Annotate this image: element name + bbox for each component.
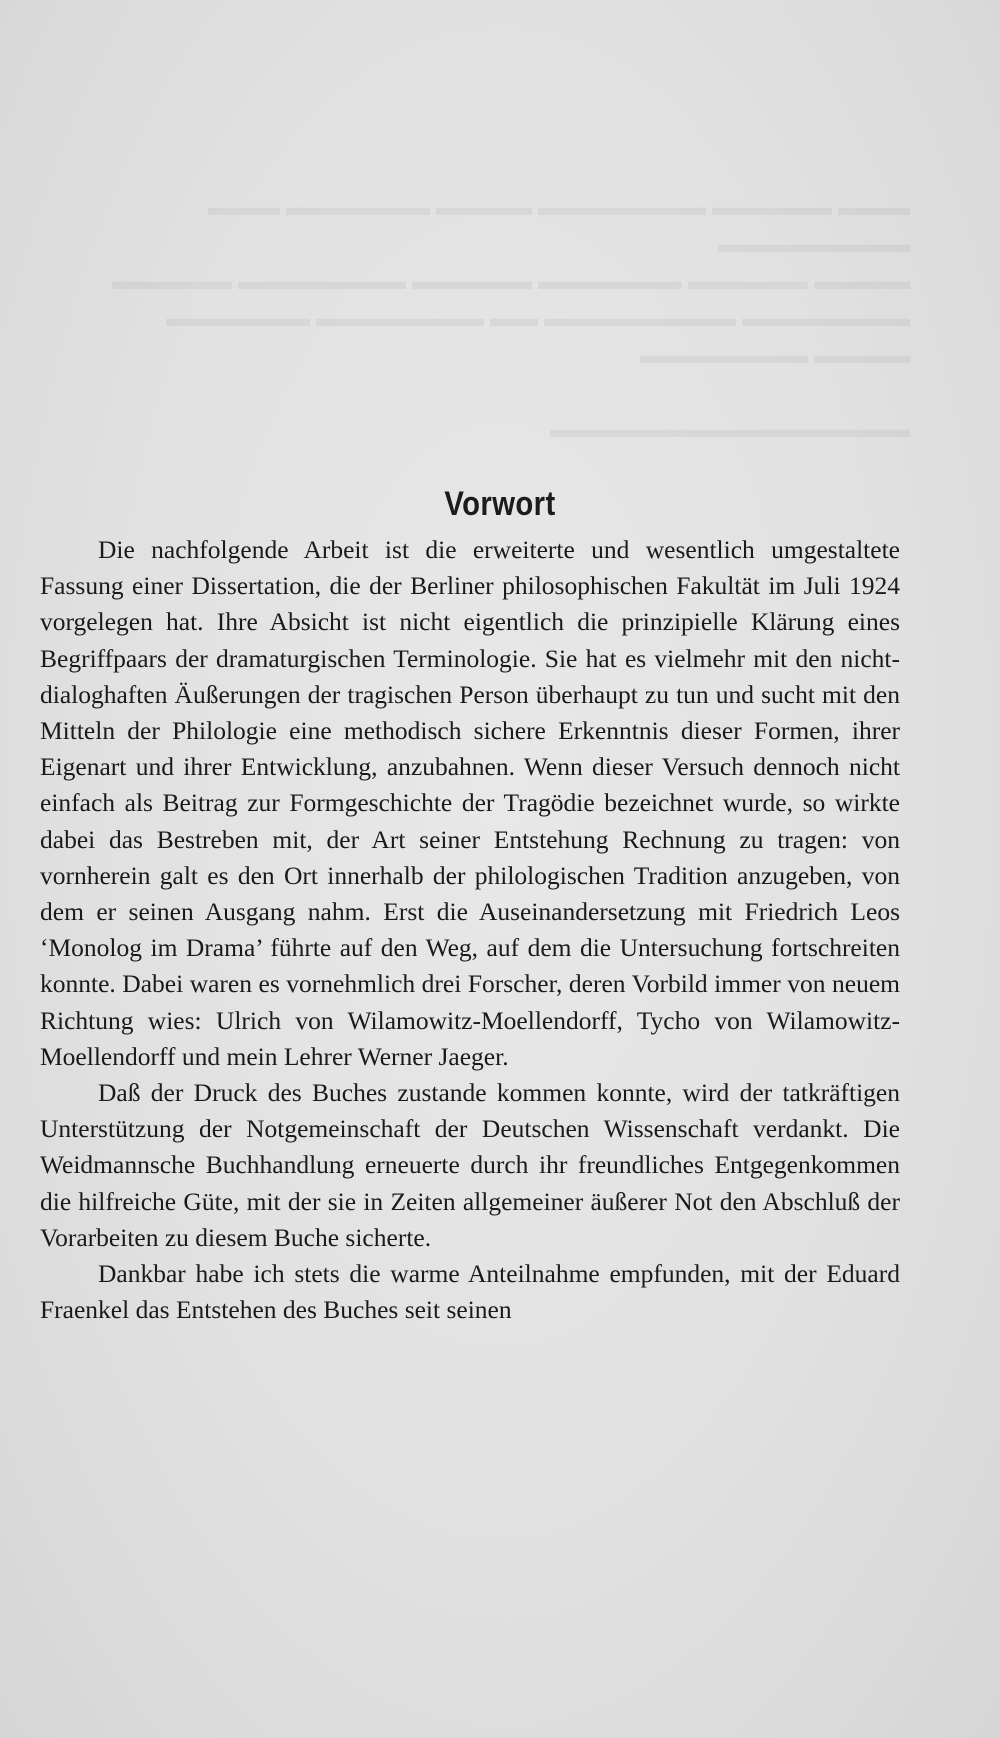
paragraph-3: Dankbar habe ich stets die warme Anteilnahme empfunden, mit der Eduard Fraenkel das Entstehen des Buches seit seinen [40, 1259, 900, 1325]
body-text [40, 532, 900, 1328]
page-title: Vorwort [444, 484, 556, 523]
paragraph-2: Daß der Druck des Buches zustande kommen konnte, wird der tatkräftigen Unterstützung der Notgemeinschaft der Deutschen Wissenschaft verdankt. Die Weidmannsche Buchhandlung erneuerte durch ihr freundliches Entgegenkommen die hilfreiche Güte, mit der sie in Zeiten allgemeiner äußerer Not den Abschluß der Vorarbeiten zu diesem Buche sicherte. [40, 1078, 900, 1252]
paragraph-1: Die nachfolgende Arbeit ist die erweiterte und wesentlich umgestaltete Fassung einer Dissertation, die der Berliner philosophischen Fakultät im Juli 1924 vorgelegen hat. Ihre Absicht ist nicht eigentlich die prinzipielle Klärung eines Begriffpaars der dramaturgischen Terminologie. Sie hat es vielmehr mit den nicht-dialoghaften Äußerungen der tragischen Person überhaupt zu tun und sucht mit den Mitteln der Philologie eine methodisch sichere Erkenntnis dieser Formen, ihrer Eigenart und ihrer Entwicklung, anzubahnen. Wenn dieser Versuch dennoch nicht einfach als Beitrag zur Formgeschichte der Tragödie bezeichnet wurde, so wirkte dabei das Bestreben mit, der Art seiner Entstehung Rechnung zu tragen: von vornherein galt es den Ort innerhalb der philologischen Tradition anzugeben, von dem er seinen Ausgang nahm. Erst die Auseinandersetzung mit Friedrich Leos ‘Monolog im Drama’ führte auf den Weg, auf dem die Untersuchung fortschreiten konnte. Dabei waren es vornehmlich drei Forscher, deren Vorbild immer von neuem Richtung wies: Ulrich von Wilamowitz-Moellendorff, Tycho von Wilamowitz-Moellendorff und mein Lehrer Werner Jaeger. [40, 535, 900, 1071]
show-through-text: ▬▬▬ ▬▬▬▬▬ ▬▬▬▬▬▬▬ ▬▬▬▬ ▬▬▬▬▬▬ ▬▬▬ ▬▬▬▬▬▬▬▬ ▬▬▬▬ ▬▬▬▬▬ ▬▬▬▬▬▬ ▬▬▬▬▬ ▬▬▬▬▬▬▬ ▬▬▬▬▬ ▬▬▬▬▬▬▬ ▬▬▬▬▬▬▬▬ ▬▬ ▬▬▬▬▬▬▬ ▬▬▬▬▬▬ ▬▬▬▬ ▬▬▬▬▬▬▬ ▬▬▬▬▬▬▬▬▬▬▬▬▬▬▬ [112, 195, 910, 443]
